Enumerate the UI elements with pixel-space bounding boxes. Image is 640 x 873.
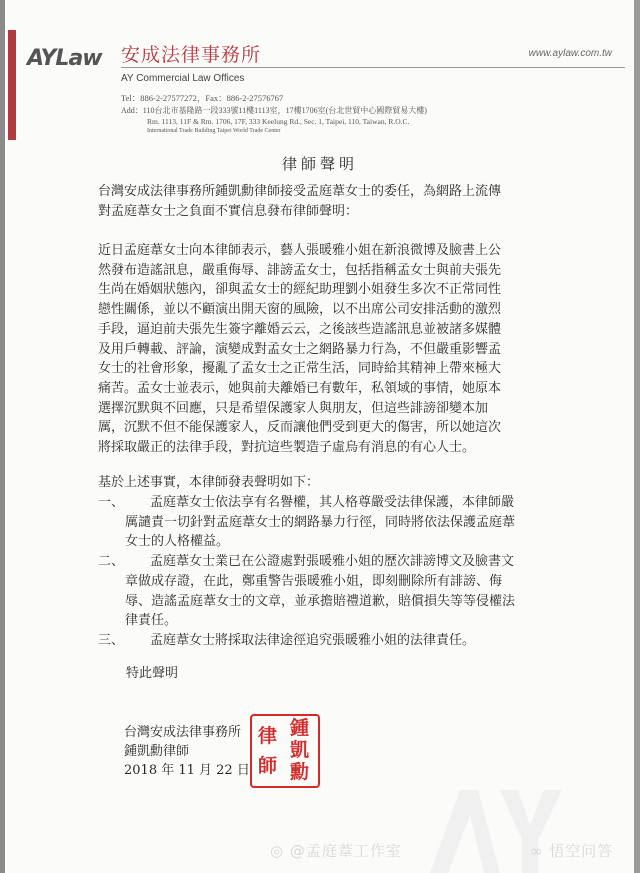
paragraph-line: 近日孟庭葦女士向本律師表示，藝人張暖雅小姐在新浪微博及臉書上公: [98, 243, 502, 258]
list-item-line: 孟庭葦女士依法享有名譽權，其人格尊嚴受法律保護，本律師嚴: [150, 495, 515, 510]
weibo-icon: ◎: [270, 842, 290, 860]
closing: 特此聲明: [126, 666, 179, 681]
signature-firm: 台灣安成法律事務所: [124, 725, 242, 740]
list-item-line: 章做成存證，在此，鄭重警告張暖雅小姐，即刻刪除所有誹謗、侮: [125, 573, 503, 589]
firm-name-en: AY Commercial Law Offices: [121, 73, 245, 84]
firm-name-cn: 安成法律事務所: [121, 44, 262, 66]
wukong-icon: ∞: [530, 842, 550, 860]
paragraph-line: 生尚在婚姻狀態內，卻與孟女士的經紀助理劉小姐發生多次不正常同性: [98, 282, 502, 298]
stamp-char: 師: [258, 755, 278, 777]
firm-address-cn: Add：110台北市基隆路一段333號11樓1113室，17樓1706室(台北世貿中心國際貿易大樓): [121, 106, 427, 115]
list-item-line: 厲譴責一切針對孟庭葦女士的網路暴力行徑，同時將依法保護孟庭葦: [125, 514, 516, 530]
weibo-watermark: [270, 840, 402, 861]
paragraph-line: 戀性關係，並以不顧演出開天窗的風險，以不出席公司安排活動的激烈: [98, 302, 502, 318]
paragraph-line: 將採取嚴正的法律手段，對抗這些製造子虛烏有消息的有心人士。: [98, 440, 476, 455]
page-edge-right: [634, 0, 640, 873]
signature-lawyer: 鍾凱勳律師: [124, 744, 190, 759]
list-item-number: 一、: [98, 495, 125, 510]
list-item-line: 孟庭葦女士將採取法律途徑追究張暖雅小姐的法律責任。: [150, 632, 476, 648]
lawyer-seal-stamp: [250, 714, 320, 788]
letterhead-red-bar: [8, 30, 16, 140]
paragraph-line: 厲，沉默不但不能保護家人，反而讓他們受到更大的傷害，所以她這次: [98, 420, 502, 436]
paragraph-line: 手段，逼迫前夫張先生簽字離婚云云，之後該些造謠訊息並被諸多媒體: [98, 321, 502, 337]
wukong-watermark-text: 悟空问答: [549, 842, 614, 860]
page-edge-left: [0, 0, 5, 873]
firm-tel: Tel：886-2-27577272，Fax：886-2-27576767: [121, 93, 284, 103]
stamp-char: 勳: [290, 761, 310, 783]
paragraph-line: 選擇沉默與不回應，只是希望保護家人與朋友，但這些誹謗卻變本加: [98, 400, 489, 416]
list-item-number: 三、: [98, 632, 125, 648]
list-item-number: 二、: [98, 554, 125, 570]
firm-building: International Trade Building Taipei World Trade Center: [147, 128, 281, 134]
list-item-line: 律責任。: [125, 613, 178, 629]
stamp-char: 凱: [290, 739, 310, 761]
firm-address-en: Rm. 1113, 11F & Rm. 1706, 17F, 333 Keelung Rd., Sec. 1, Taipei, 110, Taiwan, R.O.C.: [147, 117, 410, 126]
wukong-watermark: [530, 840, 613, 861]
stamp-char: 鍾: [290, 717, 310, 739]
paragraph-line: 痛苦。孟女士並表示，她與前夫離婚已有數年，私領域的事情，她原本: [98, 380, 502, 396]
paragraph-line: 及用戶轉載、評論，演變成對孟女士之網路暴力行為，不但嚴重影響孟: [98, 341, 502, 357]
statement-intro: 基於上述事實，本律師發表聲明如下：: [98, 475, 320, 490]
paragraph-line: 女士的社會形象，擾亂了孟女士之正常生活，同時給其精神上帶來極大: [98, 361, 502, 377]
intro-line: 對孟庭葦女士之負面不實信息發布律師聲明：: [98, 204, 359, 219]
intro-line: 台灣安成法律事務所鍾凱勳律師接受孟庭葦女士的委任，為網路上流傳: [98, 184, 502, 199]
document-title: 律師聲明: [281, 155, 358, 173]
signature-date: 2018 年 11 月 22 日: [124, 763, 250, 778]
stamp-char: 律: [258, 725, 278, 747]
letterhead-divider: [121, 67, 625, 68]
weibo-watermark-text: @孟庭葦工作室: [289, 842, 402, 860]
list-item-line: 孟庭葦女士業已在公證處對張暖雅小姐的歷次誹謗博文及臉書文: [150, 554, 515, 570]
paragraph-line: 然發布造謠訊息，嚴重侮辱、誹謗孟女士，包括指稱孟女士與前夫張先: [98, 262, 502, 278]
list-item-line: 辱、造謠孟庭葦女士的文章，並承擔賠禮道歉，賠償損失等等侵權法: [125, 593, 516, 609]
list-item-line: 女士的人格權益。: [125, 534, 230, 550]
firm-url: www.aylaw.com.tw: [528, 48, 612, 59]
aylaw-logo: AYLaw: [27, 46, 102, 71]
